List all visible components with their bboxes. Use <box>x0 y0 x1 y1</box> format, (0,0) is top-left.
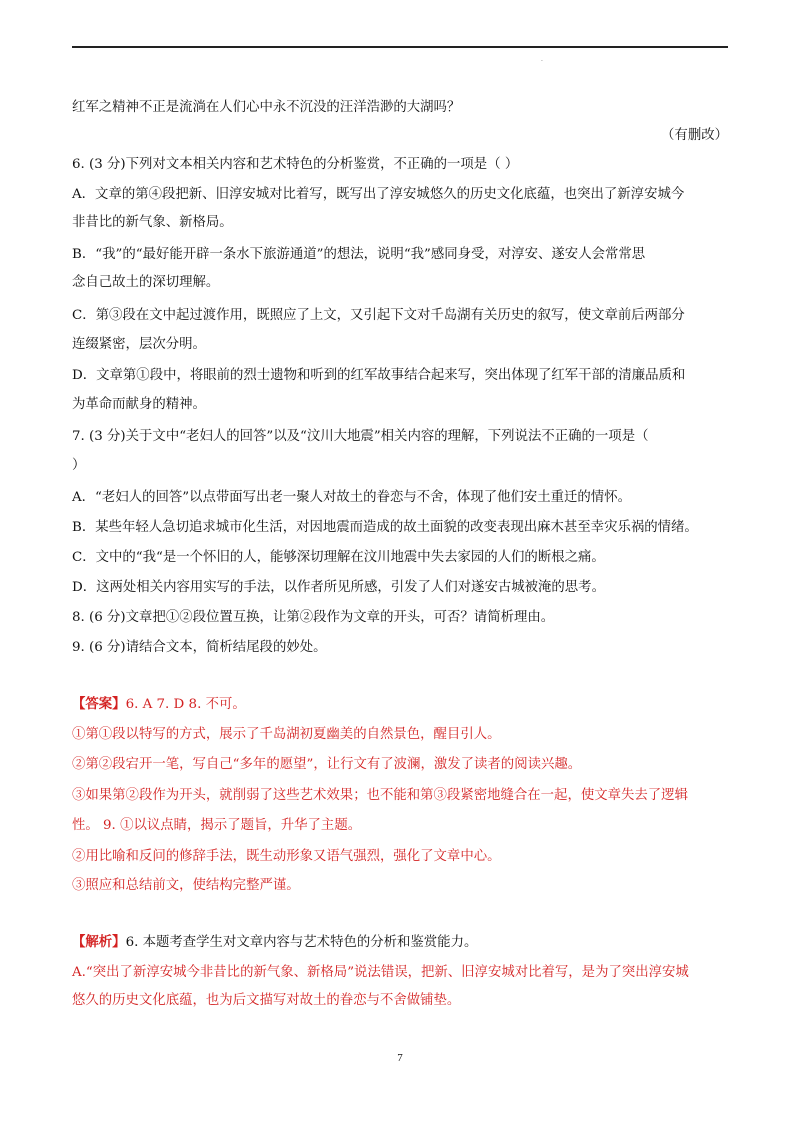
q7-option-a: A．“老妇人的回答”以点带面写出老一聚人对故土的眷恋与不舍，体现了他们安土重迁的情怀。 <box>72 490 631 505</box>
source-note: （有删改） <box>661 128 728 143</box>
q7-option-b: B．某些年轻人急切追求城市化生活，对因地震而造成的故土面貌的改变表现出麻木甚至幸灾乐祸的情绪。 <box>72 520 698 535</box>
q6-option-a-line2: 非昔比的新气象、新格局。 <box>72 215 233 230</box>
answer-tag: 【答案】 <box>72 696 126 712</box>
answer-line-6: ③照应和总结前文，使结构完整严谨。 <box>72 878 300 893</box>
answer-first-line <box>72 694 246 715</box>
q7-option-c: C．文中的“我“是一个怀旧的人，能够深切理解在汶川地震中失去家园的人们的断根之痛。 <box>72 550 605 565</box>
header-rule <box>72 46 728 48</box>
q8-stem: 8. (6 分)文章把①②段位置互换，让第②段作为文章的开头，可否？请简析理由。 <box>72 610 555 625</box>
passage-last-line: 红军之精神不正是流淌在人们心中永不沉没的汪洋浩渺的大湖吗？ <box>72 100 461 115</box>
answer-first-text: 6. A 7. D 8. 不可。 <box>125 697 246 712</box>
q6-option-c-line2: 连缀紧密，层次分明。 <box>72 337 206 352</box>
analysis-first-text: 6. 本题考查学生对文章内容与艺术特色的分析和鉴赏能力。 <box>125 935 478 950</box>
q7-option-d: D．这两处相关内容用实写的手法，以作者所见所感，引发了人们对遂安古城被淹的思考。 <box>72 580 605 595</box>
q6-option-b-line2: 念自己故土的深切理解。 <box>72 275 220 290</box>
q7-stem-line1: 7. (3 分)关于文中“老妇人的回答”以及“汶川大地震”相关内容的理解，下列说法不正确的一项是（ <box>72 429 649 444</box>
answer-line-3: ③如果第②段作为开头，就削弱了这些艺术效果；也不能和第③段紧密地缝合在一起，使文章失去了逻辑 <box>72 788 688 803</box>
q6-option-a-line1: A．文章的第④段把新、旧淳安城对比着写，既写出了淳安城悠久的历史文化底蕴，也突出了新淳安城今 <box>72 187 685 202</box>
analysis-line-1: A.“突出了新淳安城今非昔比的新气象、新格局”说法错误，把新、旧淳安城对比着写，是为了突出淳安城 <box>72 965 689 980</box>
analysis-tag: 【解析】 <box>72 934 126 950</box>
answer-line-5: ②用比喻和反问的修辞手法，既生动形象又语气强烈，强化了文章中心。 <box>72 849 501 864</box>
answer-line-4: 性。 9. ①以议点睛，揭示了题旨，升华了主题。 <box>72 818 362 833</box>
analysis-line-2: 悠久的历史文化底蕴，也为后文描写对故土的眷恋与不舍做铺垫。 <box>72 993 461 1008</box>
q6-option-d-line2: 为革命而献身的精神。 <box>72 397 206 412</box>
analysis-first-line <box>72 932 477 953</box>
answer-line-1: ①第①段以特写的方式，展示了千岛湖初夏幽美的自然景色，醒目引人。 <box>72 727 501 742</box>
header-dot: . <box>541 56 543 63</box>
q6-option-b-line1: B．“我”的“最好能开辟一条水下旅游通道”的想法，说明“我”感同身受，对淳安、遂安人会常常思 <box>72 247 646 262</box>
q6-option-d-line1: D．文章第①段中，将眼前的烈士遗物和听到的红军故事结合起来写，突出体现了红军干部的清廉品质和 <box>72 368 686 383</box>
q9-stem: 9. (6 分)请结合文本，简析结尾段的妙处。 <box>72 640 327 655</box>
q7-stem-line2: ） <box>72 458 86 473</box>
q6-stem: 6. (3 分)下列对文本相关内容和艺术特色的分析鉴赏，不正确的一项是（ ） <box>72 157 519 172</box>
q6-option-c-line1: C．第③段在文中起过渡作用，既照应了上文，又引起下文对千岛湖有关历史的叙写，使文章前后两部分 <box>72 308 685 323</box>
answer-line-2: ②第②段宕开一笔，写自己“多年的愿望”，让行文有了波澜，激发了读者的阅读兴趣。 <box>72 757 582 772</box>
page-number: 7 <box>397 1052 403 1064</box>
